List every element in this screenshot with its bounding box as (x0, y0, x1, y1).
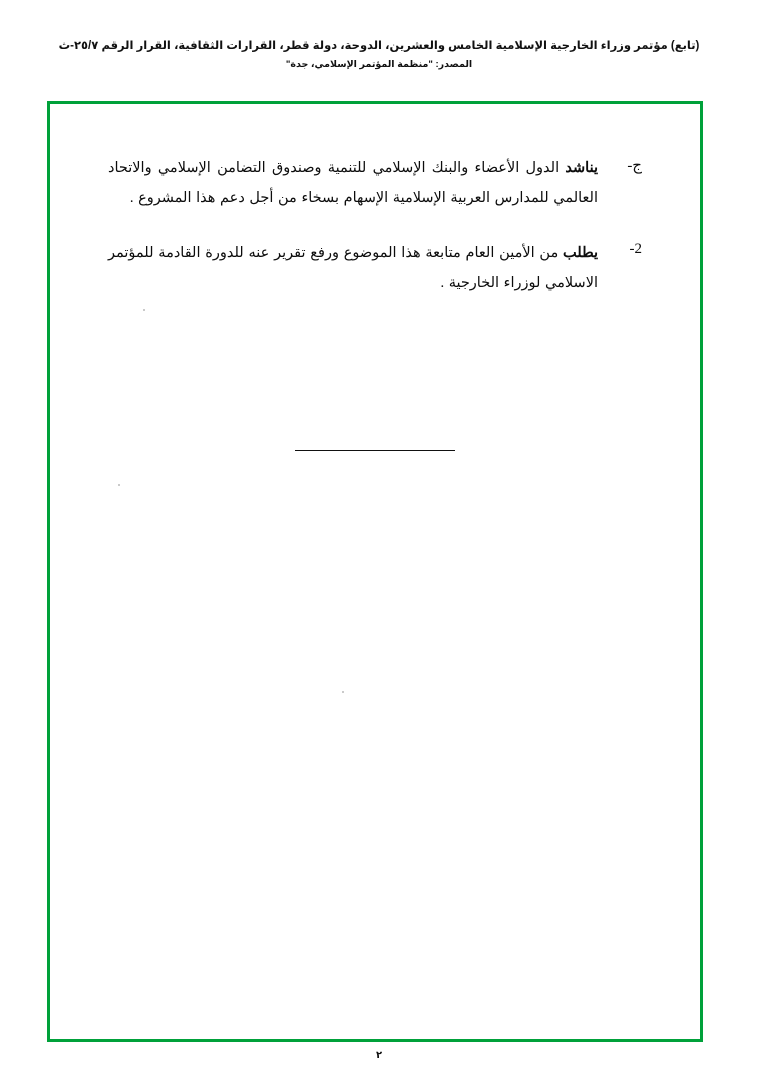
clause-item (108, 239, 642, 298)
scan-speckle (118, 484, 120, 486)
green-page-frame (47, 101, 703, 1042)
clause-body-text: من الأمين العام متابعة هذا الموضوع ورفع تقرير عنه للدورة القادمة للمؤتمر الاسلامي لوزراء الخارجية . (108, 245, 598, 292)
clause-body-text: الدول الأعضاء والبنك الإسلامي للتنمية وصندوق التضامن الإسلامي والاتحاد العالمي للمدارس العربية الإسلامية الإسهام بسخاء من أجل دعم هذا المشروع . (108, 160, 598, 206)
clause-marker: 2- (629, 241, 642, 258)
page-number: ٢ (375, 1050, 383, 1061)
clause-text (108, 154, 598, 213)
clause-text (108, 239, 598, 298)
clause-item (108, 154, 642, 213)
document-body (108, 154, 642, 325)
header-title-line: (تابع) مؤتمر وزراء الخارجية الإسلامية الخامس والعشرين، الدوحة، دولة قطر، القرارات الثقافية، القرار الرقم ٢٥/٧-ث (58, 40, 700, 52)
clause-lead-word: يناشد (565, 160, 598, 176)
scan-speckle (342, 691, 344, 693)
scan-speckle (143, 309, 145, 311)
section-separator (108, 450, 642, 451)
header-source-line: المصدر: "منظمة المؤتمر الإسلامي، جدة" (285, 59, 473, 70)
clause-marker: ج- (627, 158, 642, 174)
clause-lead-word: يطلب (563, 245, 598, 262)
page-header (0, 38, 758, 70)
horizontal-rule (295, 450, 455, 451)
